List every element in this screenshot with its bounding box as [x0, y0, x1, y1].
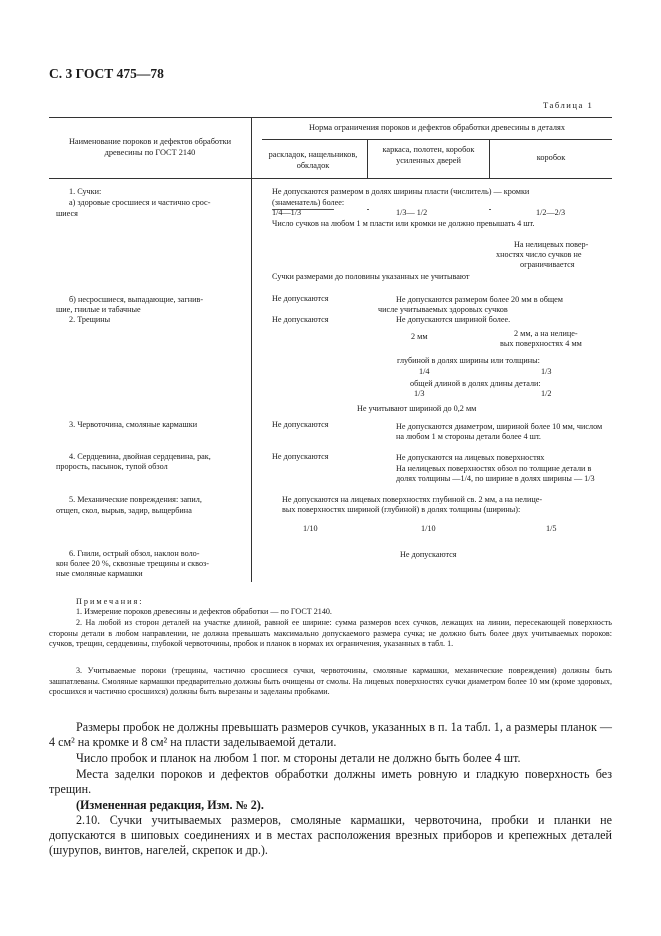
note-1: 1. Измерение пороков древесины и дефектов обработки — по ГОСТ 2140.: [76, 607, 332, 616]
row-core-line2: прорость, пасынок, тупой обзол: [56, 462, 168, 471]
knots-norm-line2: (знаменатель) более:: [272, 198, 345, 207]
cracks-norm-3a: 2 мм, а на нелице-: [514, 329, 578, 338]
worm-norm-1: Не допускаются: [272, 420, 329, 429]
header-name-column: Наименование пороков и дефектов обработки древесины по ГОСТ 2140: [68, 137, 232, 157]
cracks-ignore: Не учитывают шириной до 0,2 мм: [357, 404, 477, 413]
knots-norm-line1: Не допускаются размером в долях ширины пласти (числитель) — кромки: [272, 187, 530, 196]
knots-nonface-2: хностях число сучков не: [496, 250, 582, 259]
core-norm-2a: Не допускаются на лицевых поверхностях: [396, 453, 545, 462]
row-cracks: 2. Трещины: [69, 315, 111, 324]
mech-norm-line2: вых поверхностях шириной (глубиной) в долях толщины (ширины):: [282, 505, 521, 514]
cracks-length: общей длиной в долях длины детали:: [410, 379, 541, 388]
row-b-line2: шие, гнилые и табачные: [56, 305, 141, 314]
col-divider-1: [251, 117, 252, 582]
paragraph-plugs: Размеры пробок не должны превышать размеров сучков, указанных в п. 1а табл. 1, а размеры планок — 4 см² на кромке и 8 см² на пласти заделываемой детали.: [49, 720, 612, 750]
knots-value-1: 1/4—1/3: [272, 208, 302, 217]
table-sub-rule: [262, 139, 612, 140]
row-rot-line2: кон более 20 %, сквозные трещины и сквоз-: [56, 559, 210, 568]
cracks-length-2: 1/2: [541, 389, 552, 398]
note-3: 3. Учитываемые пороки (трещины, частично сросшиеся сучки, червоточины, смоляные кармашки, механические повреждения) должны быть зашпатлеваны. Смоляные кармашки предварительно должны быть очищены от смолы. На лицевых поверхностях сучки диаметром более 10 мм (кроме здоровых, сросшихся и частично сросшихся) должны быть вырезаны и заделаны пробками.: [49, 666, 612, 697]
b-norm-2a: Не допускаются размером более 20 мм в общем: [396, 295, 563, 304]
header-norm-column: Норма ограничения пороков и дефектов обработки древесины в деталях: [309, 123, 565, 132]
rot-norm: Не допускаются: [400, 550, 457, 559]
mech-norm-line1: Не допускаются на лицевых поверхностях глубиной св. 2 мм, а на нелице-: [282, 495, 543, 504]
row-b-line1: б) несросшиеся, выпадающие, загнив-: [69, 295, 204, 304]
header-sub-2: каркаса, полотен, коробок усиленных дверей: [382, 145, 475, 165]
knots-half: Сучки размерами до половины указанных не учитывают: [272, 272, 470, 281]
cracks-norm-3b: вых поверхностях 4 мм: [500, 339, 582, 348]
notes-title: Примечания:: [76, 597, 144, 606]
cracks-2mm: 2 мм: [411, 332, 428, 341]
cracks-width: Не допускаются шириной более.: [396, 315, 511, 324]
mech-value-1: 1/10: [303, 524, 318, 533]
cracks-norm-1: Не допускаются: [272, 315, 329, 324]
core-norm-1: Не допускаются: [272, 452, 329, 461]
paragraph-2-10: 2.10. Сучки учитываемых размеров, смоляные кармашки, червоточина, пробки и планки не допускаются в шиповых соединениях и в местах расположения врезных приборов и крепежных деталей (шурупов, винтов, нагелей, скрепок и др.).: [49, 813, 612, 858]
row-worm: 3. Червоточина, смоляные кармашки: [69, 420, 198, 429]
paragraph-count: Число пробок и планок на любом 1 пог. м стороны детали не должно быть более 4 шт.: [76, 751, 521, 765]
amendment-note: (Измененная редакция, Изм. № 2).: [76, 798, 264, 812]
page-header: С. 3 ГОСТ 475—78: [49, 66, 164, 81]
mech-value-3: 1/5: [546, 524, 557, 533]
note-2: 2. На любой из сторон деталей на участке длиной, равной ее ширине: сумма размеров всех сучков, лежащих на линии, пересекающей поверхность стороны детали в любом направлении, не должна превышать максимально допускаемого размера сучка; не должно быть более двух учитываемых пороков: сучков, трещин, сердцевины, глубокой червоточины, пробок и планок в нормах их ограничения, указанных в табл. 1.: [49, 618, 612, 649]
row-core-line1: 4. Сердцевина, двойная сердцевина, рак,: [69, 452, 211, 461]
row-knots: 1. Сучки:: [69, 187, 102, 196]
cracks-depth: глубиной в долях ширины или толщины:: [397, 356, 540, 365]
row-knots-a-line1: а) здоровые сросшиеся и частично срос-: [69, 198, 211, 207]
core-norm-2b: На нелицевых поверхностях обзол по толщине детали в долях толщины —1/4, по ширине в долях ширины — 1/3: [396, 464, 595, 484]
knots-nonface-1: На нелицевых повер-: [514, 240, 589, 249]
cracks-depth-2: 1/3: [541, 367, 552, 376]
fraction-bar: [489, 209, 491, 210]
paragraph-surface: Места заделки пороков и дефектов обработки должны иметь ровную и гладкую поверхность без трещин.: [49, 767, 612, 797]
knots-count: Число сучков на любом 1 м пласти или кромки не должно превышать 4 шт.: [272, 219, 535, 228]
fraction-bar: [367, 209, 369, 210]
mech-value-2: 1/10: [421, 524, 436, 533]
cracks-length-1: 1/3: [414, 389, 425, 398]
cracks-depth-1: 1/4: [419, 367, 430, 376]
table-top-rule: [49, 117, 612, 118]
knots-value-3: 1/2—2/3: [536, 208, 566, 217]
row-mech-line1: 5. Механические повреждения: запил,: [69, 495, 202, 504]
table-caption: Таблица 1: [543, 100, 594, 110]
header-sub-3: коробок: [536, 153, 566, 162]
row-mech-line2: отщеп, скол, вырыв, задир, выщербина: [56, 506, 192, 515]
b-norm-2b: числе учитываемых здоровых сучков: [378, 305, 508, 314]
col-divider-2: [367, 139, 368, 178]
col-divider-3: [489, 139, 490, 178]
knots-value-2: 1/3— 1/2: [396, 208, 428, 217]
b-norm-1: Не допускаются: [272, 294, 329, 303]
row-knots-a-line2: шиеся: [56, 209, 78, 218]
worm-norm-2: Не допускаются диаметром, шириной более 10 мм, числом на любом 1 м стороны детали более 4 шт.: [396, 422, 603, 442]
knots-nonface-3: ограничивается: [520, 260, 575, 269]
row-rot-line3: ные смоляные кармашки: [56, 569, 143, 578]
table-header-rule: [49, 178, 612, 179]
row-rot-line1: 6. Гнили, острый обзол, наклон воло-: [69, 549, 200, 558]
header-sub-1: раскладок, нащельников, обкладок: [268, 150, 358, 170]
